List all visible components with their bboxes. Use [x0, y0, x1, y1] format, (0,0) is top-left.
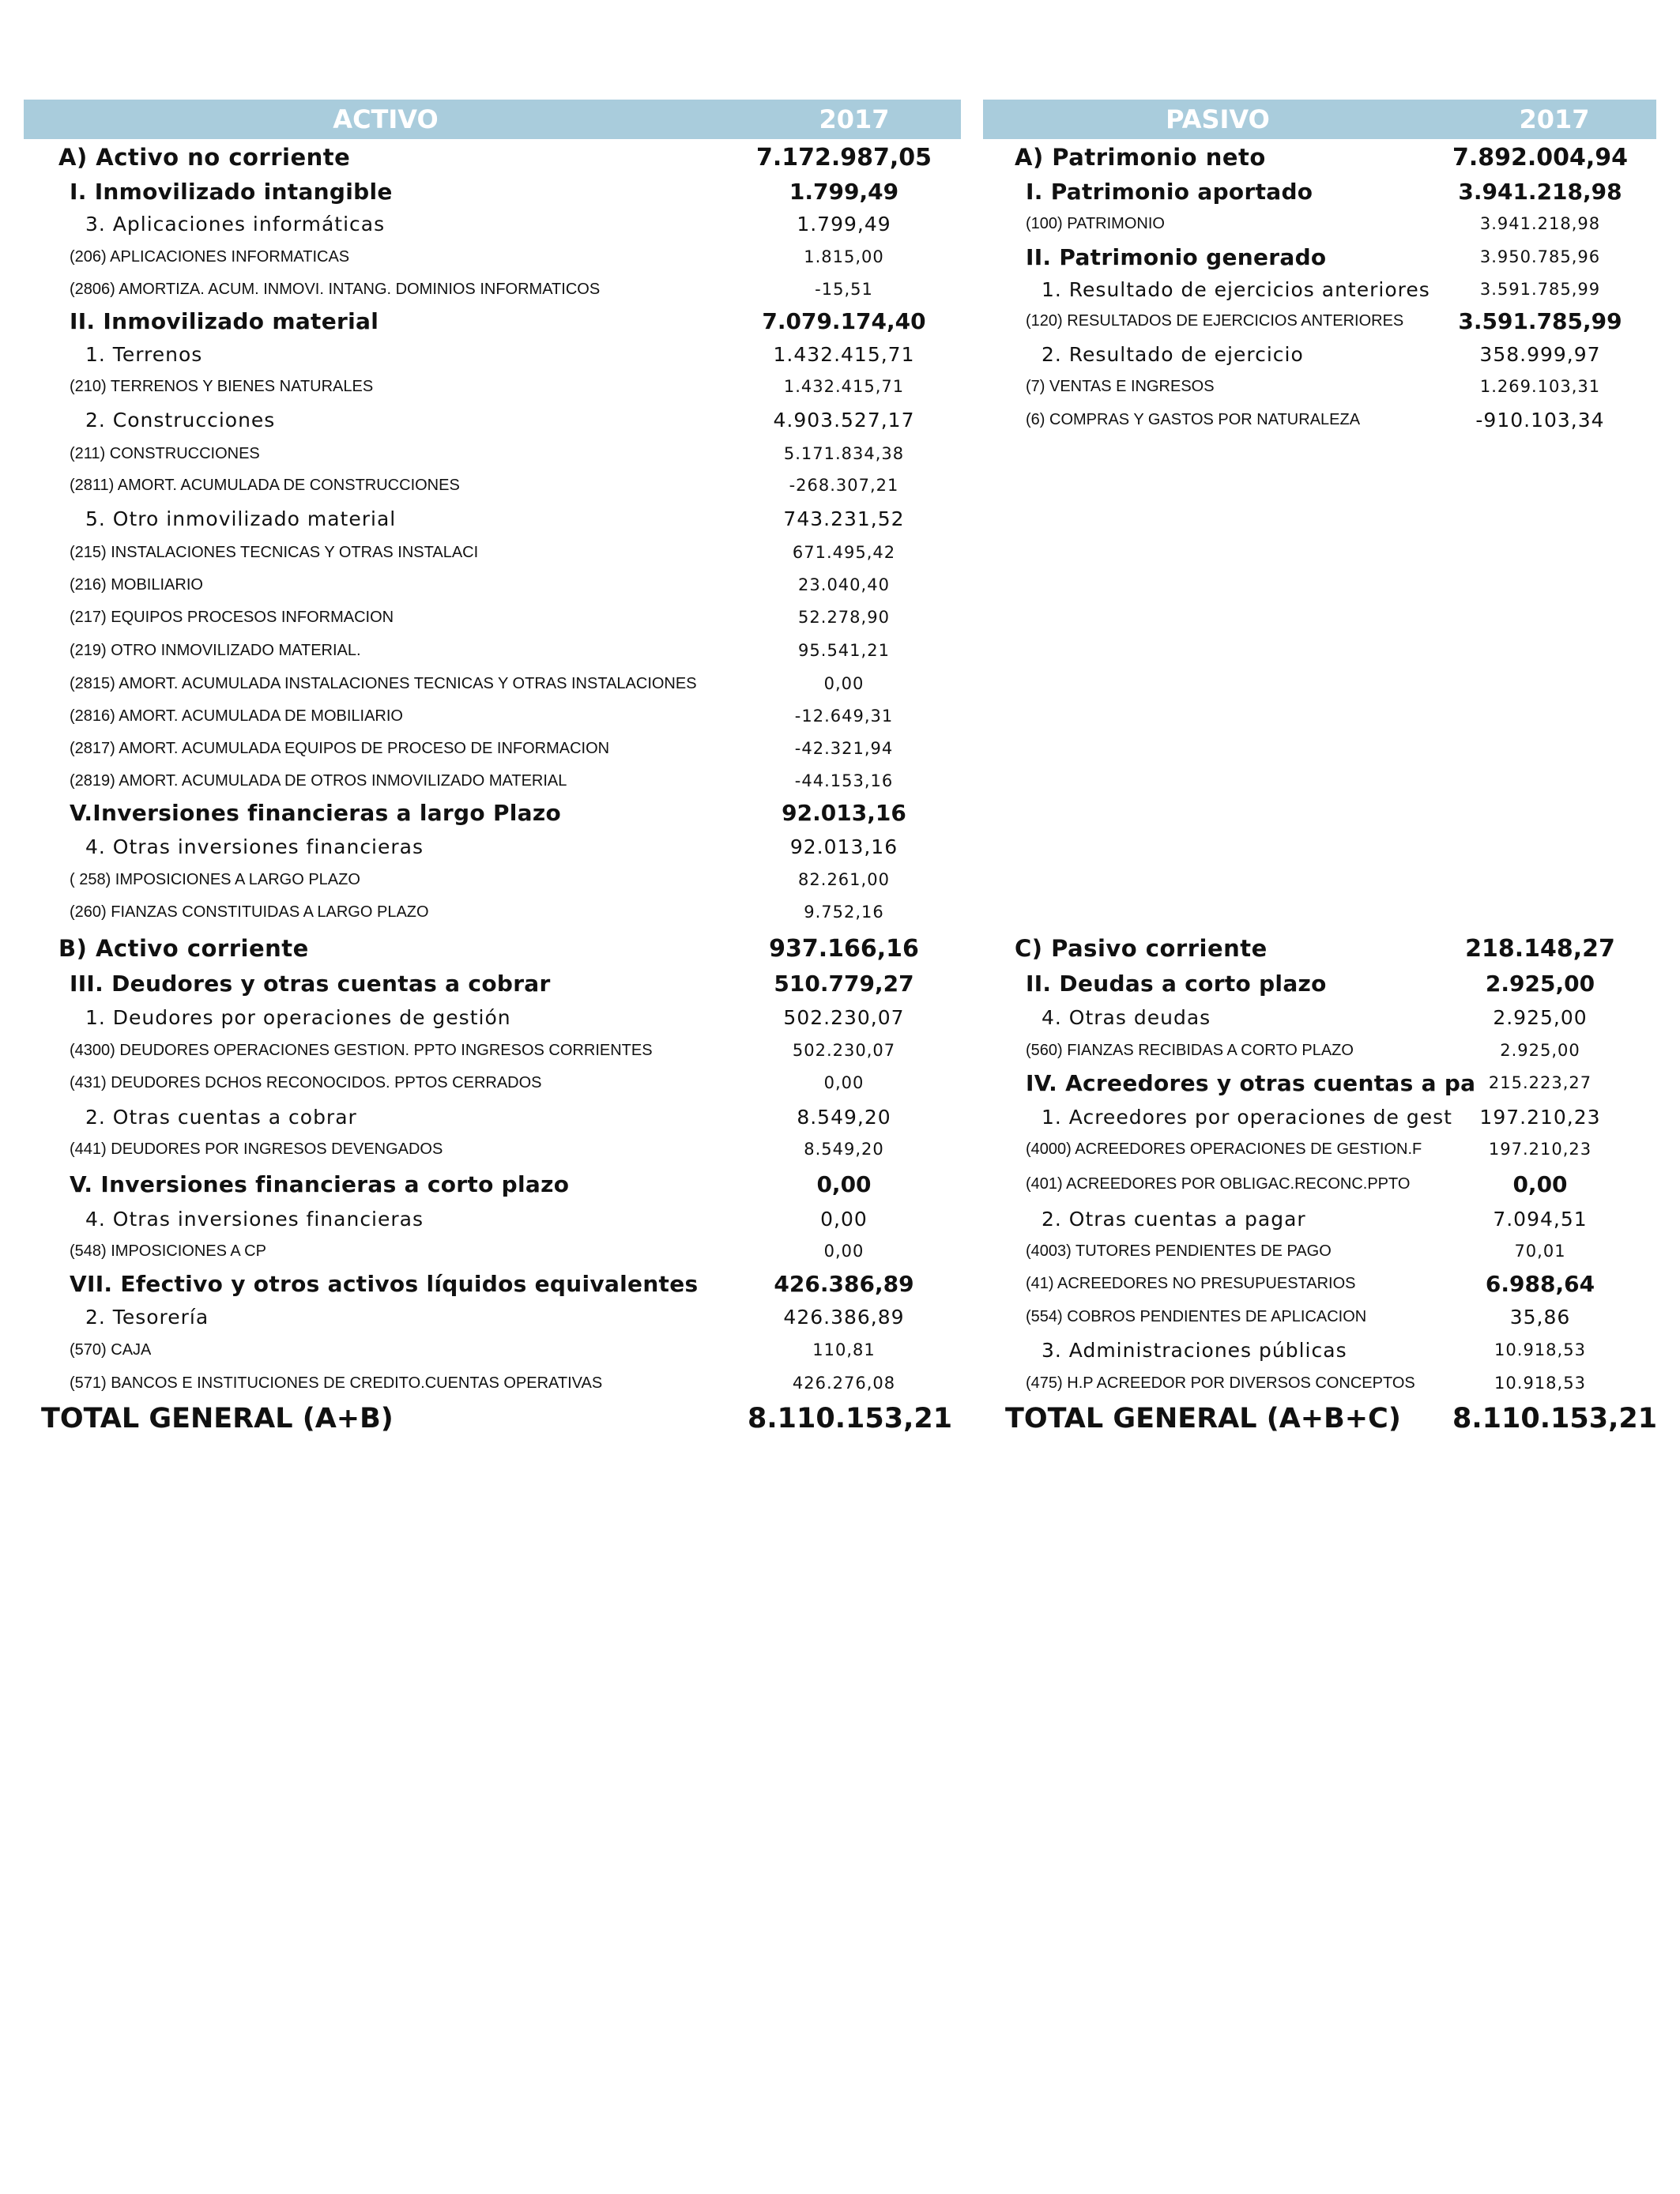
activo-row-label: (2816) AMORT. ACUMULADA DE MOBILIARIO — [70, 707, 403, 725]
activo-row — [24, 864, 961, 895]
activo-row-label: V.Inversiones financieras a largo Plazo — [70, 799, 561, 826]
activo-header-year: 2017 — [819, 104, 890, 134]
activo-row-value: -42.321,94 — [794, 739, 894, 758]
activo-row-value: 82.261,00 — [798, 870, 890, 889]
activo-row — [24, 1334, 961, 1366]
pasivo-row — [983, 933, 1656, 964]
activo-row — [24, 241, 961, 273]
activo-row-label: (211) CONSTRUCCIONES — [70, 444, 260, 462]
activo-row-label: VII. Efectivo y otros activos líquidos equivalentes — [70, 1270, 699, 1297]
activo-row — [24, 1133, 961, 1165]
activo-row-value: 8.549,20 — [804, 1140, 884, 1159]
activo-row — [24, 933, 961, 964]
pasivo-row-value: -910.103,34 — [1475, 408, 1605, 432]
pasivo-row-value: 3.941.218,98 — [1458, 178, 1622, 205]
pasivo-row — [983, 1035, 1656, 1066]
pasivo-row-value: 8.110.153,21 — [1452, 1403, 1658, 1434]
activo-row — [24, 700, 961, 732]
activo-header-label: ACTIVO — [333, 104, 439, 134]
activo-row-value: 7.172.987,05 — [755, 143, 932, 172]
pasivo-row-value: 218.148,27 — [1465, 934, 1615, 963]
pasivo-row — [983, 1168, 1656, 1200]
activo-row-label: (441) DEUDORES POR INGRESOS DEVENGADOS — [70, 1140, 443, 1158]
pasivo-row-label: II. Patrimonio generado — [1026, 243, 1327, 270]
activo-row-value: 426.276,08 — [792, 1374, 896, 1393]
activo-row — [24, 797, 961, 828]
pasivo-row-value: 70,01 — [1514, 1242, 1566, 1261]
activo-row-value: 510.779,27 — [774, 970, 914, 997]
activo-row — [24, 438, 961, 469]
pasivo-row-value: 7.094,51 — [1493, 1207, 1588, 1231]
activo-row-label: TOTAL GENERAL (A+B) — [41, 1403, 394, 1434]
activo-row — [24, 141, 961, 173]
pasivo-row-value: 7.892.004,94 — [1452, 143, 1629, 172]
pasivo-row-value: 3.591.785,99 — [1458, 307, 1622, 334]
activo-row-value: -44.153,16 — [794, 771, 894, 790]
activo-row — [24, 967, 961, 999]
activo-row — [24, 831, 961, 862]
pasivo-row-label: (554) COBROS PENDIENTES DE APLICACION — [1026, 1307, 1367, 1325]
activo-row-label: (548) IMPOSICIONES A CP — [70, 1242, 266, 1260]
activo-row-label: (2815) AMORT. ACUMULADA INSTALACIONES TECNICAS Y OTRAS INSTALACIONES — [70, 674, 697, 692]
pasivo-row-label: 1. Acreedores por operaciones de gest — [1042, 1105, 1452, 1129]
activo-row-value: 8.110.153,21 — [748, 1403, 953, 1434]
activo-row-value: 23.040,40 — [798, 575, 890, 594]
activo-row-label: (4300) DEUDORES OPERACIONES GESTION. PPTO INGRESOS CORRIENTES — [70, 1041, 653, 1059]
activo-row-label: (215) INSTALACIONES TECNICAS Y OTRAS INSTALACI — [70, 543, 479, 561]
pasivo-row-label: A) Patrimonio neto — [1015, 144, 1266, 171]
pasivo-row — [983, 338, 1656, 370]
activo-header-bar — [24, 100, 961, 139]
activo-row-value: 1.799,49 — [797, 212, 891, 236]
activo-row-value: 0,00 — [823, 1242, 864, 1261]
pasivo-row-label: (6) COMPRAS Y GASTOS POR NATURALEZA — [1026, 410, 1361, 428]
activo-row-value: 7.079.174,40 — [762, 307, 926, 334]
activo-row-label: (206) APLICACIONES INFORMATICAS — [70, 247, 350, 266]
activo-row-label: 1. Deudores por operaciones de gestión — [85, 1005, 511, 1029]
activo-row-value: 1.799,49 — [789, 178, 899, 205]
activo-row-value: 426.386,89 — [783, 1305, 905, 1329]
pasivo-row-value: 197.210,23 — [1479, 1105, 1601, 1129]
pasivo-row — [983, 305, 1656, 337]
pasivo-row — [983, 141, 1656, 173]
activo-row-value: 0,00 — [820, 1207, 868, 1231]
activo-row-value: 52.278,90 — [798, 608, 890, 627]
pasivo-row-label: II. Deudas a corto plazo — [1026, 970, 1327, 997]
pasivo-panel — [983, 100, 1658, 1434]
activo-row — [24, 1301, 961, 1333]
activo-row-value: 743.231,52 — [783, 507, 905, 530]
activo-row-value: 8.549,20 — [797, 1105, 891, 1129]
activo-row — [24, 1035, 961, 1066]
activo-row-label: ( 258) IMPOSICIONES A LARGO PLAZO — [70, 870, 360, 888]
activo-row — [24, 1168, 961, 1200]
pasivo-row-label: 1. Resultado de ejercicios anteriores — [1042, 277, 1430, 301]
activo-row-label: (2817) AMORT. ACUMULADA EQUIPOS DE PROCESO DE INFORMACION — [70, 739, 610, 757]
pasivo-row-value: 2.925,00 — [1500, 1041, 1580, 1060]
pasivo-row-label: (475) H.P ACREEDOR POR DIVERSOS CONCEPTOS — [1026, 1374, 1415, 1392]
activo-row-label: (217) EQUIPOS PROCESOS INFORMACION — [70, 608, 394, 626]
pasivo-row — [983, 1367, 1656, 1399]
activo-row — [24, 1403, 961, 1434]
pasivo-row — [983, 1133, 1656, 1165]
pasivo-row — [983, 1203, 1656, 1235]
pasivo-row — [983, 1268, 1656, 1299]
activo-row-label: (260) FIANZAS CONSTITUIDAS A LARGO PLAZO — [70, 903, 429, 921]
pasivo-row — [983, 1101, 1656, 1133]
pasivo-row-value: 2.925,00 — [1485, 970, 1595, 997]
activo-row — [24, 1235, 961, 1267]
pasivo-row-label: (401) ACREEDORES POR OBLIGAC.RECONC.PPTO — [1026, 1174, 1411, 1193]
activo-row-label: (2819) AMORT. ACUMULADA DE OTROS INMOVILIZADO MATERIAL — [70, 771, 567, 790]
activo-row-value: 92.013,16 — [782, 799, 906, 826]
activo-panel — [24, 100, 961, 1434]
activo-row-label: (216) MOBILIARIO — [70, 575, 203, 594]
pasivo-row — [983, 1403, 1656, 1434]
activo-row-value: 9.752,16 — [804, 903, 884, 922]
pasivo-row-label: (560) FIANZAS RECIBIDAS A CORTO PLAZO — [1026, 1041, 1354, 1059]
pasivo-row — [983, 371, 1656, 402]
activo-row-label: V. Inversiones financieras a corto plazo — [70, 1171, 570, 1197]
activo-row-label: (2811) AMORT. ACUMULADA DE CONSTRUCCIONES — [70, 476, 460, 494]
activo-row-label: 4. Otras inversiones financieras — [85, 835, 424, 858]
activo-row-value: 426.386,89 — [774, 1270, 914, 1297]
activo-row-label: II. Inmovilizado material — [70, 307, 379, 334]
activo-row-label: III. Deudores y otras cuentas a cobrar — [70, 970, 551, 997]
activo-row-label: 2. Otras cuentas a cobrar — [85, 1105, 357, 1129]
pasivo-row-value: 10.918,53 — [1494, 1374, 1586, 1393]
activo-row — [24, 273, 961, 305]
pasivo-row-label: I. Patrimonio aportado — [1026, 178, 1313, 205]
pasivo-row-value: 6.988,64 — [1485, 1270, 1595, 1297]
activo-row-label: (210) TERRENOS Y BIENES NATURALES — [70, 377, 374, 395]
pasivo-row-label: 2. Otras cuentas a pagar — [1042, 1207, 1306, 1231]
activo-row-value: 502.230,07 — [783, 1005, 905, 1029]
activo-row-label: 2. Tesorería — [85, 1305, 209, 1329]
activo-row-label: 5. Otro inmovilizado material — [85, 507, 397, 530]
pasivo-row — [983, 404, 1656, 435]
pasivo-row-label: 2. Resultado de ejercicio — [1042, 342, 1304, 366]
pasivo-row-value: 10.918,53 — [1494, 1340, 1586, 1359]
activo-row-value: 95.541,21 — [798, 641, 890, 660]
activo-row — [24, 537, 961, 568]
activo-row — [24, 668, 961, 699]
activo-row — [24, 469, 961, 501]
activo-row — [24, 765, 961, 797]
activo-row-label: B) Activo corriente — [58, 935, 309, 962]
activo-row — [24, 175, 961, 207]
activo-row-value: 671.495,42 — [792, 543, 896, 562]
pasivo-row-label: IV. Acreedores y otras cuentas a pa — [1026, 1069, 1476, 1096]
pasivo-row-value: 358.999,97 — [1479, 342, 1601, 366]
activo-row — [24, 1203, 961, 1235]
pasivo-row-value: 3.941.218,98 — [1479, 214, 1601, 233]
activo-row-value: 0,00 — [823, 674, 864, 693]
pasivo-row-value: 215.223,27 — [1488, 1073, 1592, 1092]
activo-row — [24, 1268, 961, 1299]
pasivo-row-label: (7) VENTAS E INGRESOS — [1026, 377, 1215, 395]
activo-row — [24, 635, 961, 666]
activo-row — [24, 1001, 961, 1033]
activo-row-value: 0,00 — [823, 1073, 864, 1092]
pasivo-row — [983, 273, 1656, 305]
activo-row — [24, 208, 961, 239]
pasivo-row-label: (4000) ACREEDORES OPERACIONES DE GESTION.F — [1026, 1140, 1422, 1158]
activo-row-value: 937.166,16 — [769, 934, 919, 963]
pasivo-row-label: TOTAL GENERAL (A+B+C) — [1005, 1403, 1401, 1434]
activo-row — [24, 1367, 961, 1399]
activo-row-label: 4. Otras inversiones financieras — [85, 1207, 424, 1231]
pasivo-row-value: 3.591.785,99 — [1479, 280, 1601, 299]
pasivo-row — [983, 1301, 1656, 1333]
pasivo-row-label: 4. Otras deudas — [1042, 1005, 1211, 1029]
activo-row-label: (431) DEUDORES DCHOS RECONOCIDOS. PPTOS CERRADOS — [70, 1073, 542, 1091]
pasivo-row — [983, 967, 1656, 999]
pasivo-row — [983, 241, 1656, 273]
activo-row-value: -15,51 — [815, 280, 873, 299]
activo-row — [24, 404, 961, 435]
pasivo-row — [983, 1001, 1656, 1033]
activo-row-value: 1.432.415,71 — [783, 377, 905, 396]
pasivo-row-label: (4003) TUTORES PENDIENTES DE PAGO — [1026, 1242, 1332, 1260]
activo-row — [24, 896, 961, 928]
activo-row — [24, 1101, 961, 1133]
activo-row-value: -12.649,31 — [794, 707, 894, 726]
activo-row-label: 1. Terrenos — [85, 342, 203, 366]
pasivo-row-value: 0,00 — [1512, 1171, 1568, 1197]
activo-row-value: 502.230,07 — [792, 1041, 896, 1060]
activo-row-label: 3. Aplicaciones informáticas — [85, 212, 386, 236]
activo-row — [24, 569, 961, 601]
activo-row-value: 1.815,00 — [804, 247, 884, 266]
activo-row-label: I. Inmovilizado intangible — [70, 178, 393, 205]
pasivo-row — [983, 208, 1656, 239]
activo-row-value: -268.307,21 — [789, 476, 899, 495]
activo-row-value: 5.171.834,38 — [783, 444, 905, 463]
activo-row-value: 0,00 — [816, 1171, 872, 1197]
activo-row-label: (570) CAJA — [70, 1340, 152, 1359]
activo-row-label: (2806) AMORTIZA. ACUM. INMOVI. INTANG. DOMINIOS INFORMATICOS — [70, 280, 601, 298]
pasivo-row-label: (41) ACREEDORES NO PRESUPUESTARIOS — [1026, 1274, 1356, 1292]
pasivo-header-bar — [983, 100, 1656, 139]
activo-row — [24, 305, 961, 337]
pasivo-row — [983, 1334, 1656, 1366]
pasivo-row — [983, 175, 1656, 207]
activo-row-label: A) Activo no corriente — [58, 144, 351, 171]
pasivo-row-value: 197.210,23 — [1488, 1140, 1592, 1159]
pasivo-row-label: C) Pasivo corriente — [1015, 935, 1268, 962]
pasivo-row-value: 1.269.103,31 — [1479, 377, 1601, 396]
activo-row — [24, 733, 961, 764]
pasivo-row-label: (100) PATRIMONIO — [1026, 214, 1165, 232]
pasivo-row-label: (120) RESULTADOS DE EJERCICIOS ANTERIORES — [1026, 311, 1404, 330]
activo-row-label: (571) BANCOS E INSTITUCIONES DE CREDITO.CUENTAS OPERATIVAS — [70, 1374, 603, 1392]
activo-row — [24, 371, 961, 402]
pasivo-row — [983, 1235, 1656, 1267]
pasivo-row-value: 2.925,00 — [1493, 1005, 1588, 1029]
pasivo-row-value: 3.950.785,96 — [1479, 247, 1601, 266]
pasivo-row — [983, 1067, 1656, 1099]
pasivo-header-year: 2017 — [1519, 104, 1590, 134]
activo-row — [24, 338, 961, 370]
activo-row-value: 4.903.527,17 — [773, 408, 915, 432]
activo-row-label: (219) OTRO INMOVILIZADO MATERIAL. — [70, 641, 361, 659]
pasivo-header-label: PASIVO — [1166, 104, 1270, 134]
activo-row-label: 2. Construcciones — [85, 408, 276, 432]
activo-row-value: 1.432.415,71 — [773, 342, 915, 366]
activo-row-value: 110,81 — [812, 1340, 876, 1359]
pasivo-row-value: 35,86 — [1509, 1305, 1571, 1329]
activo-row — [24, 1067, 961, 1099]
activo-row — [24, 601, 961, 633]
activo-row — [24, 503, 961, 534]
activo-row-value: 92.013,16 — [789, 835, 898, 858]
pasivo-row-label: 3. Administraciones públicas — [1042, 1338, 1347, 1362]
